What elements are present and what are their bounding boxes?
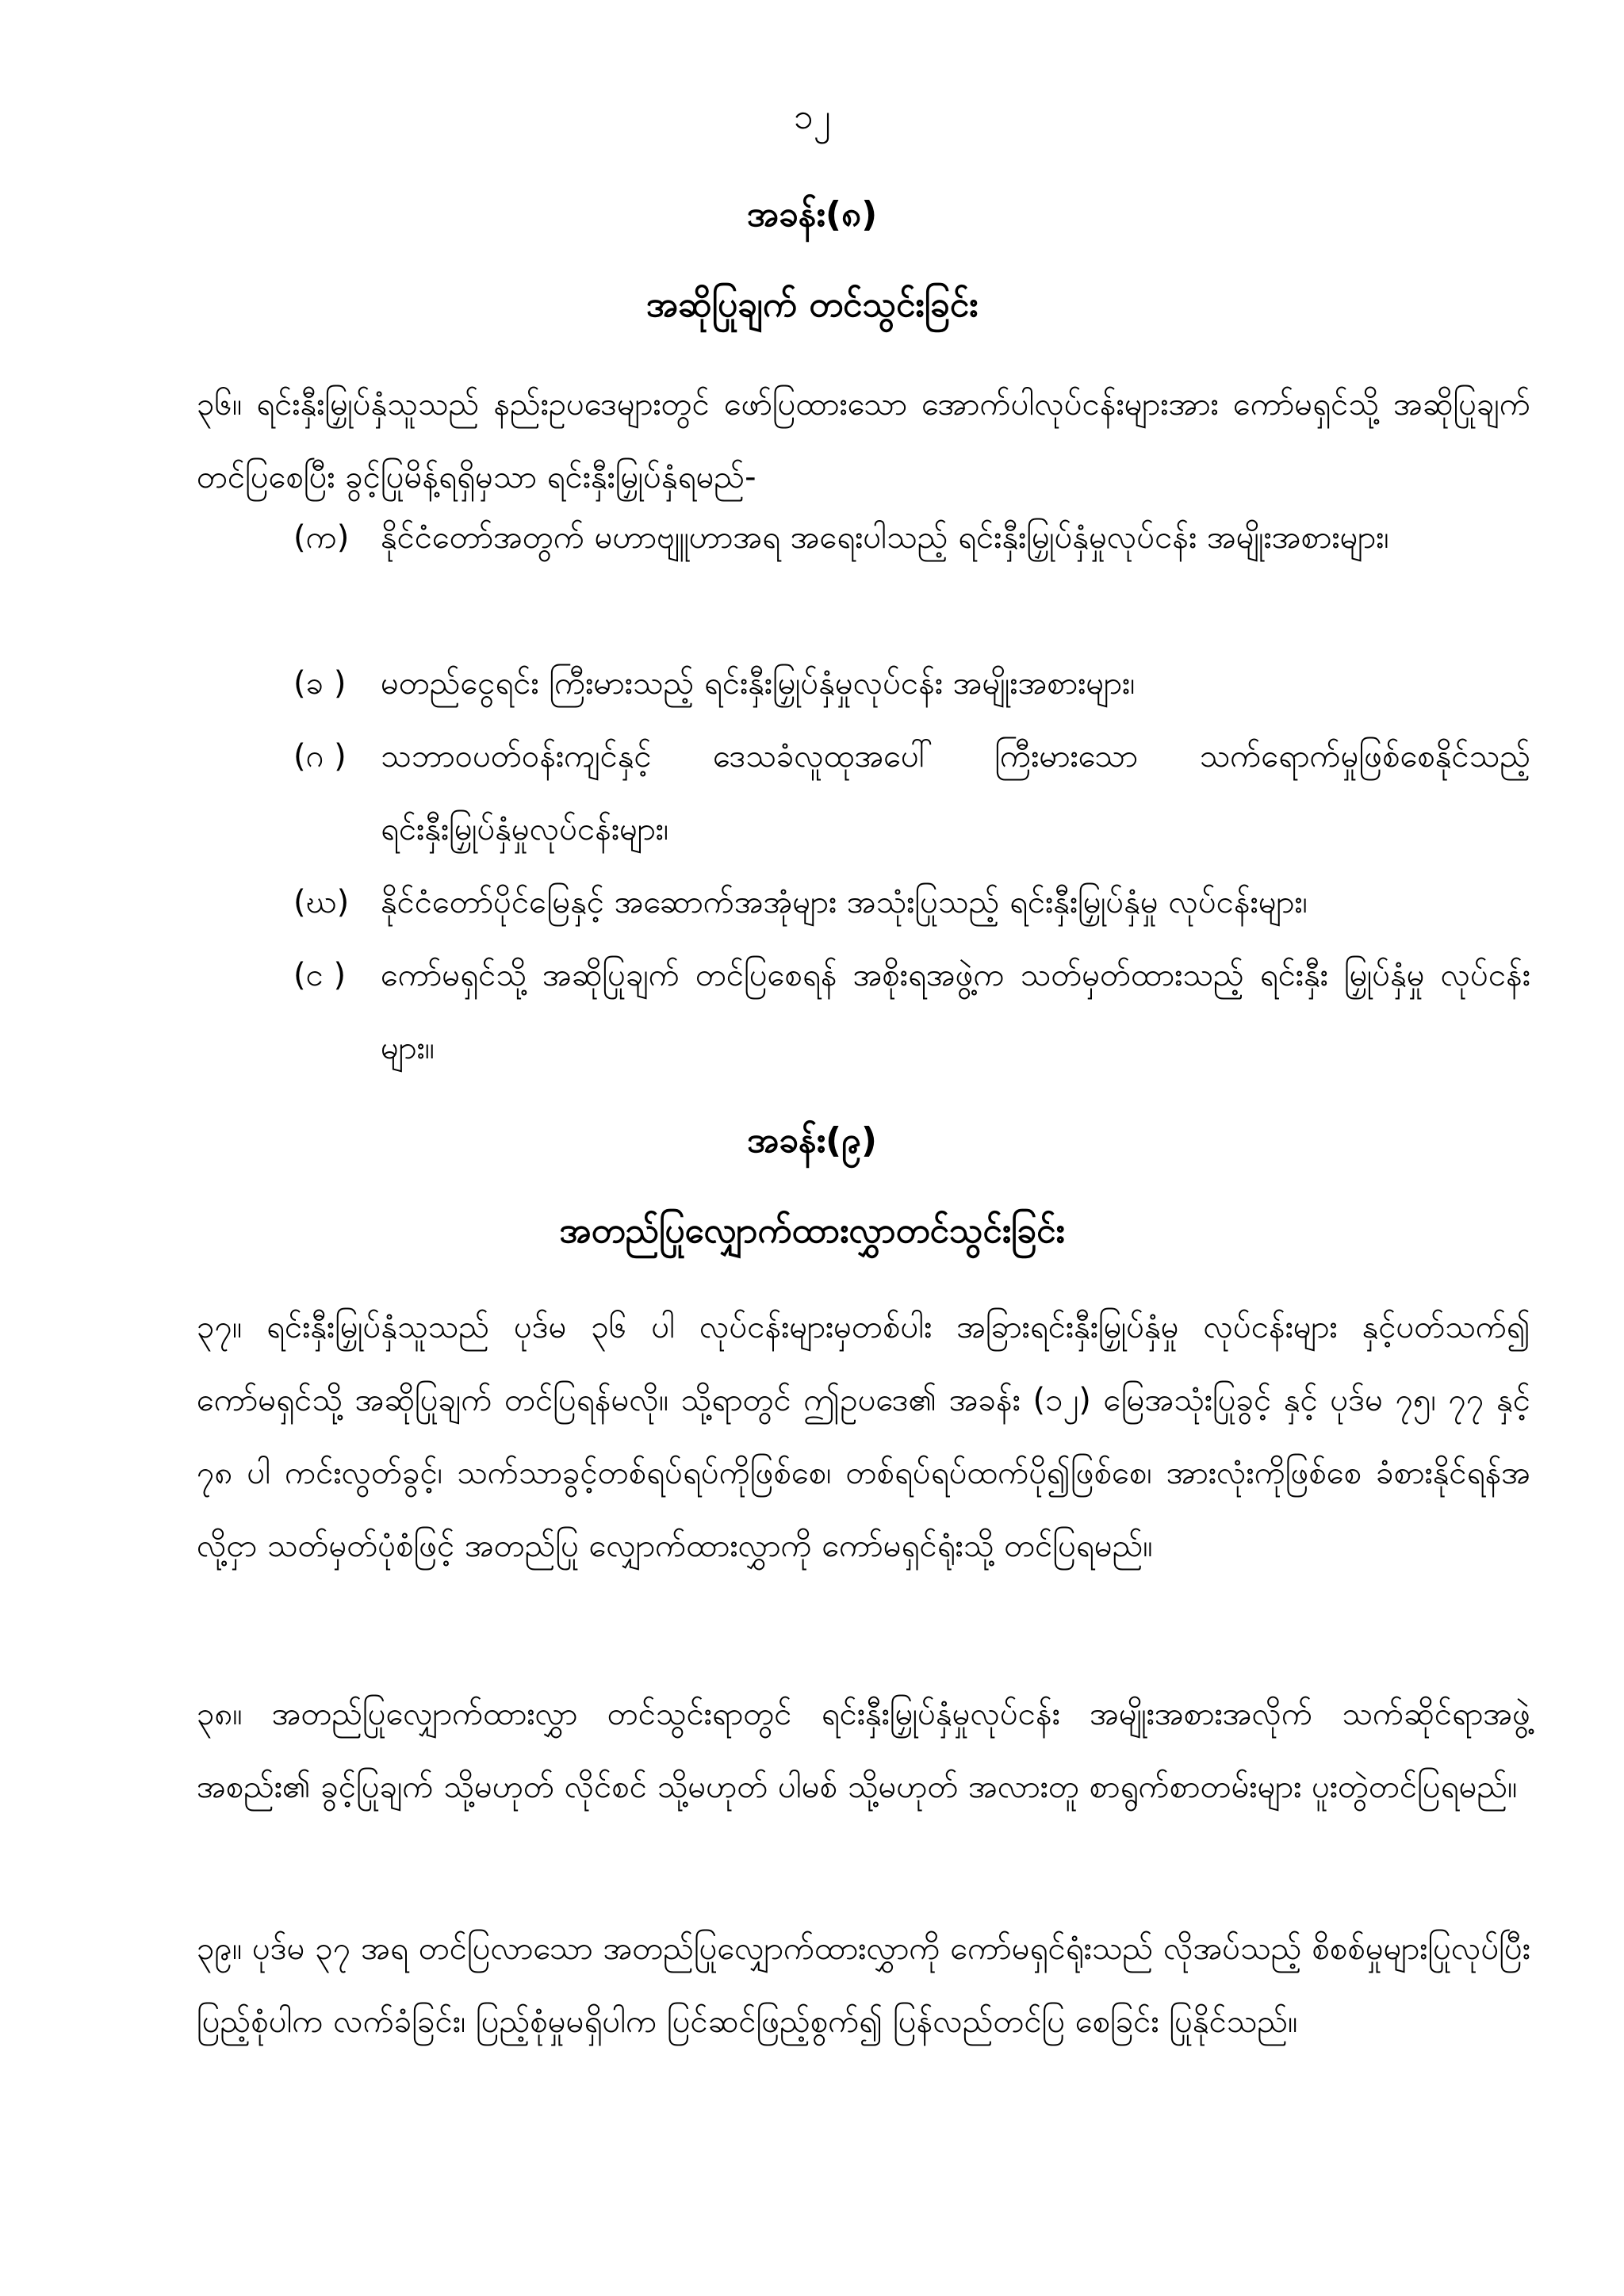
item-text: မတည်ငွေရင်း ကြီးမားသည့် ရင်းနှီးမြှုပ်နှံမှုလုပ်ငန်း အမျိုးအစားများ၊ bbox=[381, 665, 1136, 702]
item-text: သဘာဝပတ်ဝန်းကျင်နှင့် ဒေသခံလူထုအပေါ် ကြီးမားသော သက်ရောက်မှုဖြစ်စေနိုင်သည့် ရင်းနှီးမြှုပ်နှံမှုလုပ်ငန်းများ၊ bbox=[381, 738, 1530, 848]
section-36-item-kha bbox=[293, 647, 1530, 720]
item-text: နိုင်ငံတော်ပိုင်မြေနှင့် အဆောက်အအုံများ အသုံးပြုသည့် ရင်းနှီးမြှုပ်နှံမှု လုပ်ငန်းများ၊ bbox=[381, 884, 1308, 920]
item-text: ကော်မရှင်သို့ အဆိုပြုချက် တင်ပြစေရန် အစိုးရအဖွဲ့က သတ်မှတ်ထားသည့် ရင်းနှီး မြှုပ်နှံမှု လုပ်ငန်းများ။ bbox=[381, 957, 1530, 1066]
page-number: ၁၂ bbox=[793, 97, 831, 137]
section-38-text: ၃၈။ အတည်ပြုလျှောက်ထားလွှာ တင်သွင်းရာတွင် ရင်းနှီးမြှုပ်နှံမှုလုပ်ငန်း အမျိုးအစားအလိုက် သက်ဆိုင်ရာအဖွဲ့အစည်း၏ ခွင့်ပြုချက် သို့မဟုတ် လိုင်စင် သို့မဟုတ် ပါမစ် သို့မဟုတ် အလားတူ စာရွက်စာတမ်းများ ပူးတွဲတင်ပြရမည်။ bbox=[197, 1696, 1530, 1805]
section-39-text: ၃၉။ ပုဒ်မ ၃၇ အရ တင်ပြလာသော အတည်ပြုလျှောက်ထားလွှာကို ကော်မရှင်ရုံးသည် လိုအပ်သည့် စိစစ်မှုများပြုလုပ်ပြီး ပြည့်စုံပါက လက်ခံခြင်း၊ ပြည့်စုံမှုမရှိပါက ပြင်ဆင်ဖြည့်စွက်၍ ပြန်လည်တင်ပြ စေခြင်း ပြုနိုင်သည်။ bbox=[197, 1931, 1530, 2040]
section-36-item-gha bbox=[293, 866, 1530, 939]
item-marker: (င ) bbox=[293, 957, 347, 993]
section-36-item-nga bbox=[293, 939, 1530, 1085]
item-marker: (ဂ ) bbox=[293, 738, 347, 775]
item-marker: (ဃ) bbox=[293, 884, 350, 920]
section-37-text: ၃၇။ ရင်းနှီးမြှုပ်နှံသူသည် ပုဒ်မ ၃၆ ပါ လုပ်ငန်းများမှတစ်ပါး အခြားရင်းနှီးမြှုပ်နှံမှု လုပ်ငန်းများ နှင့်ပတ်သက်၍ ကော်မရှင်သို့ အဆိုပြုချက် တင်ပြရန်မလို။ သို့ရာတွင် ဤဥပဒေ၏ အခန်း (၁၂) မြေအသုံးပြုခွင့် နှင့် ပုဒ်မ ၇၅၊ ၇၇ နှင့် ၇၈ ပါ ကင်းလွတ်ခွင့်၊ သက်သာခွင့်တစ်ရပ်ရပ်ကိုဖြစ်စေ၊ တစ်ရပ်ရပ်ထက်ပို၍ဖြစ်စေ၊ အားလုံးကိုဖြစ်စေ ခံစားနိုင်ရန်အလို့ငှာ သတ်မှတ်ပုံစံဖြင့် အတည်ပြု လျှောက်ထားလွှာကို ကော်မရှင်ရုံးသို့ တင်ပြရမည်။ bbox=[197, 1309, 1530, 1564]
chapter-9-title: အတည်ပြုလျှောက်ထားလွှာတင်သွင်းခြင်း bbox=[559, 1211, 1065, 1251]
chapter-8-heading: အခန်း(၈) bbox=[746, 194, 878, 235]
item-text: နိုင်ငံတော်အတွက် မဟာဗျူဟာအရ အရေးပါသည့် ရင်းနှီးမြှုပ်နှံမှုလုပ်ငန်း အမျိုးအစားများ၊ bbox=[381, 519, 1389, 556]
chapter-8-title: အဆိုပြုချက် တင်သွင်းခြင်း bbox=[645, 285, 979, 325]
section-36-text: ၃၆။ ရင်းနှီးမြှုပ်နှံသူသည် နည်းဥပဒေများတွင် ဖော်ပြထားသော အောက်ပါလုပ်ငန်းများအား ကော်မရှင်သို့ အဆိုပြုချက်တင်ပြစေပြီး ခွင့်ပြုမိန့်ရရှိမှသာ ရင်းနှီးမြှုပ်နှံရမည်- bbox=[197, 386, 1530, 496]
section-36-item-ka bbox=[293, 501, 1530, 574]
item-marker: (ခ ) bbox=[293, 665, 347, 702]
item-marker: (က) bbox=[293, 519, 350, 556]
section-36-item-ga bbox=[293, 720, 1530, 866]
chapter-9-heading: အခန်း(၉) bbox=[746, 1120, 878, 1161]
